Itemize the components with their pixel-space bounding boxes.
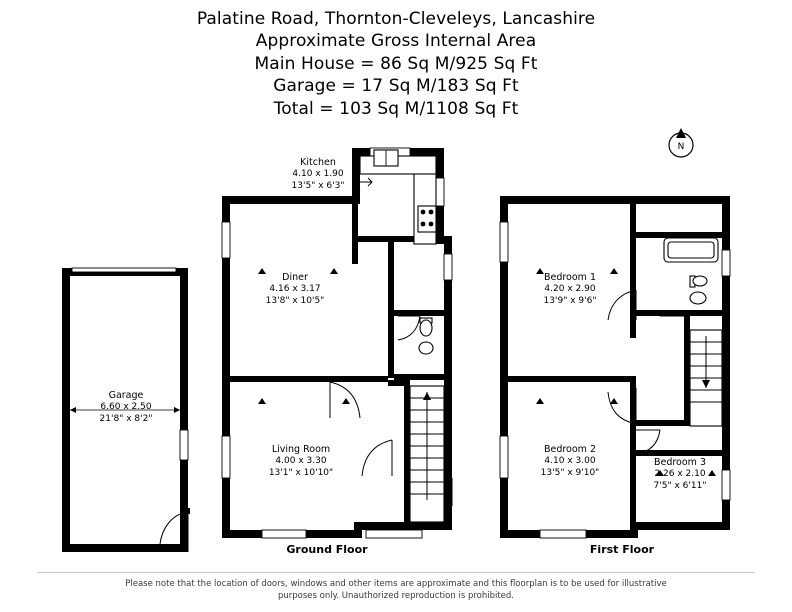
compass-north-label: N	[677, 142, 685, 152]
staircase-first	[690, 330, 722, 426]
room-imperial-garage: 21'8" x 8'2"	[99, 413, 153, 424]
room-imperial-bedroom-2: 13'5" x 9'10"	[540, 467, 600, 478]
title-total-area: Total = 103 Sq M/1108 Sq Ft	[273, 98, 519, 119]
room-name-diner: Diner	[282, 272, 308, 283]
room-name-bedroom-3: Bedroom 3	[653, 457, 707, 468]
room-imperial-kitchen: 13'5" x 6'3"	[291, 180, 345, 191]
disclaimer-line-1: Please note that the location of doors, windows and other items are approximate and this floorplan is to be used for illustrative	[125, 579, 667, 589]
room-label-kitchen	[258, 157, 378, 192]
wc-fixtures	[419, 318, 433, 354]
title-area-caption: Approximate Gross Internal Area	[255, 31, 537, 52]
title-address: Palatine Road, Thornton-Cleveleys, Lancashire	[196, 9, 596, 29]
room-metric-bedroom-3: 2.26 x 2.10	[654, 469, 706, 480]
title-garage-area: Garage = 17 Sq M/183 Sq Ft	[273, 76, 519, 97]
first-floor-caption: First Floor	[589, 543, 655, 556]
room-label-living-room	[236, 444, 366, 479]
room-metric-diner: 4.16 x 3.17	[269, 284, 321, 295]
bathroom-fixtures	[664, 238, 718, 304]
room-imperial-diner: 13'8" x 10'5"	[265, 295, 325, 306]
room-metric-garage: 6.60 x 2.50	[100, 402, 152, 413]
room-metric-bedroom-2: 4.10 x 3.00	[544, 456, 596, 467]
room-metric-living-room: 4.00 x 3.30	[275, 456, 327, 467]
room-name-bedroom-2: Bedroom 2	[543, 444, 597, 455]
staircase-ground	[410, 386, 444, 522]
room-imperial-bedroom-3: 7'5" x 6'11"	[653, 480, 707, 491]
room-label-bedroom-1	[508, 272, 632, 307]
room-label-garage	[58, 390, 194, 425]
room-name-garage: Garage	[108, 390, 144, 401]
disclaimer-line-2: purposes only. Unauthorized reproduction is prohibited.	[277, 591, 515, 602]
room-name-bedroom-1: Bedroom 1	[543, 272, 597, 283]
ground-floor-caption: Ground Floor	[286, 543, 368, 556]
room-metric-bedroom-1: 4.20 x 2.90	[544, 284, 596, 295]
title-main-house-area: Main House = 86 Sq M/925 Sq Ft	[254, 53, 538, 74]
room-imperial-bedroom-1: 13'9" x 9'6"	[543, 295, 597, 306]
room-label-diner	[232, 272, 358, 307]
footer-divider	[38, 572, 754, 573]
room-name-living-room: Living Room	[271, 444, 331, 455]
room-label-bedroom-2	[508, 444, 632, 479]
room-imperial-living-room: 13'1" x 10'10"	[268, 467, 334, 478]
room-name-kitchen: Kitchen	[300, 157, 336, 168]
room-metric-kitchen: 4.10 x 1.90	[292, 169, 344, 180]
disclaimer	[0, 578, 792, 603]
room-label-bedroom-3	[634, 457, 726, 492]
